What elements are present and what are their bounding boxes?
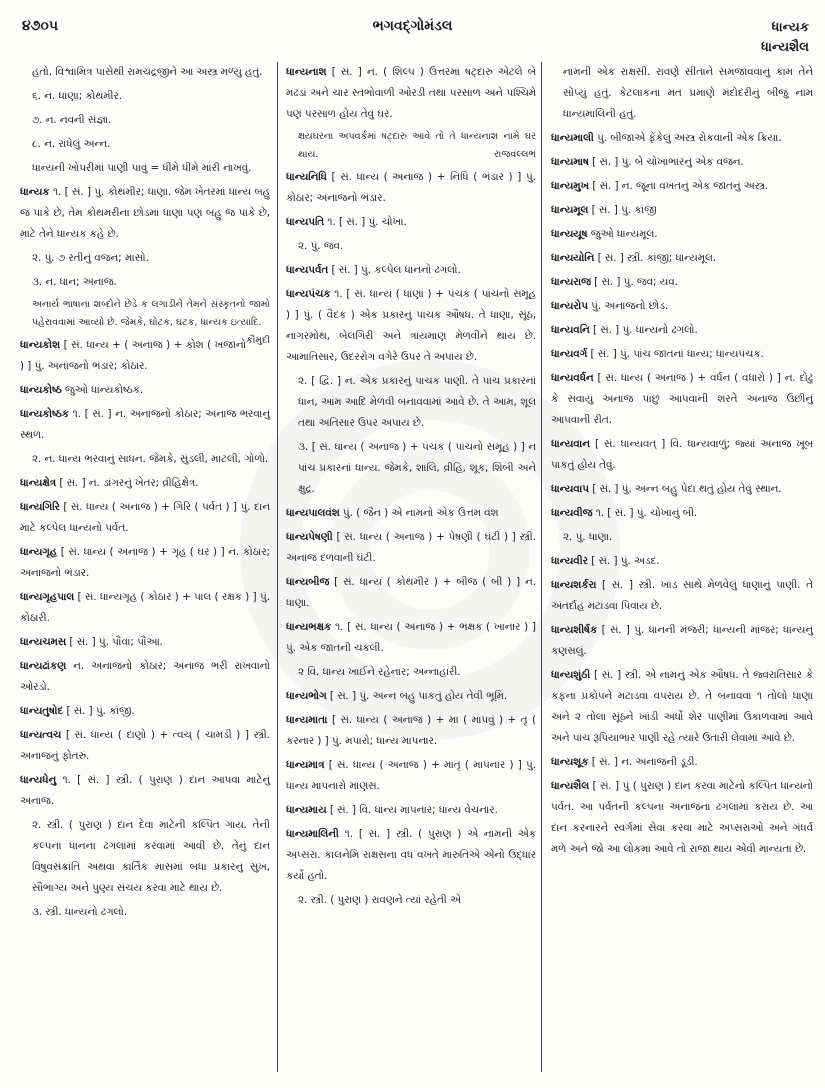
dictionary-entry	[551, 224, 813, 245]
entry-definition: ૧. [ સં. ] પું. કોથમીર; ધાણા. જેમ ખેતરમાં ધાન્ય બહુ જ પાકે છે, તેમ કોથમરીના છોડમાં ધાણા પણ બહુ જ પાકે છે, માટે તેને ધાન્યક કહે છે.	[20, 186, 270, 240]
entry-headword: ધાન્યકોષ્ઠક	[20, 408, 69, 420]
entry-headword: ધાન્યઢાંકણ	[20, 660, 67, 672]
entry-headword: ધાન્યભક્ષક	[286, 621, 332, 633]
entry-headword: ધાન્યરોપ	[551, 300, 588, 312]
dictionary-entry	[286, 62, 536, 125]
guide-word-first: ધાન્યક	[771, 20, 809, 35]
entry-definition: ૨. પું. ધાણા.	[563, 531, 613, 543]
entry-headword: ધાન્યવર્ગ	[551, 348, 588, 360]
dictionary-entry	[551, 368, 813, 431]
entry-headword: ધાન્યમાતા	[286, 714, 328, 726]
entry-headword: ધાન્યક	[20, 186, 50, 198]
entry-definition: ૬. ન. ધાણા; કોથમીર.	[32, 90, 123, 102]
entry-definition: [ સં. ] પું. ધાનની મંજરી; ધાન્યની માંજર; ધાન્યનું કણસલું.	[551, 624, 813, 657]
entry-headword: ધાન્યમાષ	[551, 156, 589, 168]
entry-headword: ધાન્યકોશ	[20, 339, 61, 351]
entry-headword: ધાન્યશૈલ	[551, 780, 590, 792]
entry-definition: [ સં. ] સ્ત્રી. કાંજી; ધાન્યમૂલ.	[597, 252, 717, 264]
entry-definition: [ સં. ] પું. ધાન્યનો ઢગલો.	[593, 324, 698, 336]
entry-continuation	[20, 134, 270, 155]
entry-definition: [ સં. ] પું. પાંચ જાતનાં ધાન્ય; ધાન્યપંચક.	[590, 348, 764, 360]
entry-definition: ૩. [ સં. ધાન્ય ( અનાજ ) + પંચક ( પાંચનો સમૂહ ) ] ન પાંચ પ્રકારનાં ધાન્ય. જેમકે, શાલિ, વ્રીહિ, શૂક, શિંબી અને ક્ષુદ્ર.	[298, 441, 536, 495]
entry-definition: [ સં. ધાન્ય ( અનાજ ) + માતૃ ( માપનાર ) ] પું. ધાન્ય માપનારો માણસ.	[286, 759, 536, 792]
entry-definition: ૧. [ સં. ] ન. અનાજનો કોઠાર; અનાજ ભરવાનું સ્થળ.	[20, 408, 270, 441]
entry-headword: ધાન્યપંચક	[286, 288, 331, 300]
entry-continuation	[20, 110, 270, 131]
entry-headword: ધાન્યશુંઠી	[551, 669, 591, 681]
entry-definition: [ સં. ધાન્ય ( અનાજ ) + પેષણી ( ઘંટી ) ] સ્ત્રી. અનાજ દળવાની ઘંટી.	[286, 531, 536, 564]
entry-definition: [ સં. ધાન્યવત્ ] વિ. ધાન્યવાળું; જ્યાં અનાજ ખૂબ પાકતું હોય તેવું.	[551, 438, 813, 471]
entry-continuation	[20, 272, 270, 293]
dictionary-entry	[20, 497, 270, 539]
entry-headword: ધાન્યપેષણી	[286, 531, 333, 543]
dictionary-entry	[286, 710, 536, 752]
entry-definition: ૨ વિ. ધાન્ય ખાઈને રહેનાર; અન્નાહારી.	[298, 666, 461, 678]
entry-definition: [ સં. ] ન. જૂના વખતનું એક જાતનું અસ્ત્ર.	[592, 180, 769, 192]
entry-definition: ૨. પું. જવ.	[298, 240, 344, 252]
entry-headword: ધાન્યતુષોદ	[20, 705, 64, 717]
entry-definition: [ સં. ] પું. કાંજી.	[66, 705, 135, 717]
entry-definition: ૮. ન. રાંધેલું અન્ન.	[32, 138, 111, 150]
entry-definition: ૭. ન. નવની સંજ્ઞા.	[32, 114, 112, 126]
dictionary-entry	[551, 575, 813, 617]
dictionary-entry	[551, 320, 813, 341]
entry-headword: ધાન્યધેનુ	[20, 774, 57, 786]
dictionary-entry	[551, 503, 813, 524]
entry-headword: ધાન્યનાશ	[286, 66, 327, 78]
entry-definition: અનાર્ય ભાષાના શબ્દોને છેડે ક લગાડીને તેમને સંસ્કૃતનો જામો પહેરાવવામાં આવ્યો છે. જેમકે, ઘોટક, ઘટક, ધાન્યક ઇત્યાદિ.	[32, 299, 270, 328]
dictionary-entry	[286, 527, 536, 569]
entry-continuation	[286, 128, 536, 164]
dictionary-entry	[551, 248, 813, 269]
page-header	[0, 14, 825, 56]
entry-headword: ધાન્યરાજ	[551, 276, 591, 288]
entry-definition: [ સં. ધાન્ય ( અનાજ ) + ગૃહ ( ઘર ) ] ન. કોઠાર; અનાજનો ભંડાર.	[20, 546, 270, 579]
entry-definition: [ સં. ] ન. ડાંગરનું ખેતર; વ્રીહિક્ષેત્ર.	[59, 477, 199, 489]
entry-definition: [ સં. ધાન્ય ( અનાજ ) + મા ( માપવું ) + તૃ ( કરનાર ) ] પું. મપારો; ધાન્ય માપનાર.	[286, 714, 536, 747]
entry-headword: ધાન્યવાન	[551, 438, 590, 450]
entry-definition: ૨. સ્ત્રી. ( પુરાણ ) દાન દેવા માટેની કલ્પિત ગાય. તેની કલ્પના ધાનના ઢગલામાં કરવામાં આવી છે. તેનું દાન વિષુવસંક્રાંતિ અથવા કાર્તિક માસમાં બધા પ્રકારનું સુખ, સૌભાગ્ય અને પુણ્ય સંચય કરવા માટે થાય છે.	[32, 819, 270, 894]
entry-definition: ૧. [ સં. ] પું. ચોખાનું બી.	[595, 507, 698, 519]
entry-source: કૌમુદી	[246, 335, 270, 346]
entry-headword: ધાન્યગિરિ	[20, 501, 60, 513]
dictionary-entry	[286, 503, 536, 524]
entry-definition: ક્ષયઘરના અપવર્કમાં ષટ્દારુ આવે તો તે ધાન્યનાશ નામે ઘર થાય.	[298, 131, 536, 160]
dictionary-entry	[551, 152, 813, 173]
dictionary-entry	[20, 335, 270, 377]
entry-definition: ૩. સ્ત્રી. ધાન્યનો ઢગલો.	[32, 906, 128, 918]
entry-headword: ધાન્યપાલવંશ	[286, 507, 340, 519]
dictionary-entry	[551, 344, 813, 365]
column-3	[551, 62, 813, 863]
dictionary-entry	[20, 473, 270, 494]
dictionary-entry	[286, 755, 536, 797]
entry-headword: ધાન્યવીજ	[551, 507, 593, 519]
entry-definition: ૨. પું. ૭ રતીનું વજન; માસો.	[32, 252, 149, 264]
entry-definition: [ સં. ધાન્યગૃહ ( કોઠાર ) + પાલ ( રક્ષક ) ] પું. કોઠારી.	[20, 591, 271, 624]
column-1	[20, 62, 270, 926]
dictionary-entry	[20, 701, 270, 722]
entry-definition: નામની એક રાક્ષસી. રાવણે સીતાને સમજાવવાનું કામ તેને સોંપ્યું હતું. કેટલાકના મત પ્રમાણે મંદોદરીનું બીજું નામ ધાન્યમાલિની હતું.	[563, 66, 813, 120]
entry-definition: પું. બીજાએ ફેંકેલું અસ્ત્ર રોકવાની એક ક્રિયા.	[597, 132, 782, 144]
dictionary-entry	[551, 176, 813, 197]
entry-headword: ધાન્યપર્વત	[286, 264, 329, 276]
entry-definition: [ સં. ] પું. કલ્પેલ ધાનનો ઢગલો.	[331, 264, 461, 276]
column-2	[286, 62, 536, 914]
entry-definition: હતો. વિશ્વામિત્ર પાસેથી રામચંદ્રજીને આ અસ્ત્ર મળ્યું હતું.	[32, 66, 263, 78]
guide-word-last: ધાન્યશૈલ	[761, 40, 809, 55]
entry-headword: ધાન્યમાલિની	[286, 828, 339, 840]
entry-definition: ૧. [ સં. ] સ્ત્રી. ( પુરાણ ) દાન આપવા માટેનું અનાજ.	[20, 774, 270, 807]
entry-headword: ધાન્યયોનિ	[551, 252, 595, 264]
entry-definition: ૧. [ સં. ] પું. ચોખા.	[327, 216, 407, 228]
entry-headword: ધાન્યશર્કરા	[551, 579, 597, 591]
dictionary-entry	[286, 572, 536, 614]
entry-definition: પું. અનાજનો છોડ.	[591, 300, 669, 312]
page-number: ૪૭૦૫	[22, 18, 59, 34]
dictionary-entry	[20, 542, 270, 584]
entry-definition: [ સં. ] વિ. ધાન્ય માપનાર; ધાન્ય વેચનાર.	[329, 804, 498, 816]
entry-definition: [ સં. ] પું. પૌંવા; પૌંઆ.	[69, 636, 163, 648]
entry-definition: [ સં. ધાન્ય ( કોથમીર ) + બીજ ( બી ) ] ન. ધાણા.	[286, 576, 536, 609]
entry-definition: [ સં. ધાન્ય ( દાણો ) + ત્વચ્ ( ચામડી ) ] સ્ત્રી. અનાજનું ફોતરું.	[20, 729, 270, 762]
entry-headword: ધાન્યનિધિ	[286, 171, 327, 183]
entry-headword: ધાન્યમાય	[286, 804, 327, 816]
dictionary-entry	[286, 800, 536, 821]
entry-headword: ધાન્યમુખ	[551, 180, 590, 192]
dictionary-entry	[551, 296, 813, 317]
entry-definition: [ સં. ] પું. કાંજી	[591, 204, 657, 216]
entry-continuation	[20, 902, 270, 923]
entry-definition: જુઓ ધાન્યકોષ્ઠક.	[64, 384, 144, 396]
dictionary-entry	[551, 200, 813, 221]
entry-headword: ધાન્યશૂક	[551, 756, 589, 768]
entry-headword: ધાન્યબીજ	[286, 576, 330, 588]
entry-continuation	[551, 62, 813, 125]
entry-headword: ધાન્યવર્ધન	[551, 372, 594, 384]
entry-definition: [ સં. ] ન. અનાજની ડૂંડી.	[591, 756, 698, 768]
entry-definition: ૨. ન. ધાન્ય ભરવાનું સાધન. જેમકે, સુંડલી, માટલી, ગોળો.	[32, 453, 269, 465]
dictionary-entry	[551, 551, 813, 572]
entry-headword: ધાન્યભોગ	[286, 690, 327, 702]
dictionary-entry	[20, 404, 270, 446]
dictionary-entry	[551, 479, 813, 500]
entry-headword: ધાન્યવીર	[551, 555, 588, 567]
entry-headword: ધાન્યપતિ	[286, 216, 325, 228]
entry-definition: [ સં. ] પું. અડદ.	[591, 555, 660, 567]
entry-continuation	[20, 449, 270, 470]
dictionary-entry	[286, 686, 536, 707]
entry-headword: ધાન્યત્વચ	[20, 729, 62, 741]
entry-definition: [ સં. ધાન્ય + ( અનાજ ) + કોશ ( ખજાનો ) ] પું. અનાજનો ભંડાર; કોઠાર.	[20, 339, 247, 372]
dictionary-entry	[20, 632, 270, 653]
entry-continuation	[286, 437, 536, 500]
entry-continuation	[20, 158, 270, 179]
entry-continuation	[286, 371, 536, 434]
dictionary-entry	[20, 725, 270, 767]
dictionary-entry	[20, 587, 270, 629]
entry-headword: ધાન્યગૃહ	[20, 546, 58, 558]
dictionary-entry	[551, 272, 813, 293]
dictionary-entry	[551, 128, 813, 149]
entry-headword: ધાન્યકોષ્ઠ	[20, 384, 62, 396]
entry-definition: [ સં. ] પું. અન્ન બહુ પાકતું હોય તેવી ભૂમિ.	[329, 690, 508, 702]
dictionary-entry	[286, 167, 536, 209]
entry-definition: [ સં. ] પું. બે ચોખાભારનું એક વજન.	[592, 156, 744, 168]
entry-definition: પું. ( જૈન ) એ નામનો એક ઉત્તમ વંશ	[342, 507, 499, 519]
entry-definition: ૧. [ સં. ] સ્ત્રી. ( પુરાણ ) એ નામની એક અપ્સરા. કાલનેમિ રાક્ષસના વધ વખતે મારુતિએ એનો ઉદ્ધાર કર્યો હતો.	[286, 828, 536, 882]
entry-continuation	[20, 62, 270, 83]
dictionary-entry	[20, 380, 270, 401]
dictionary-entry	[20, 182, 270, 245]
dictionary-entry	[551, 620, 813, 662]
entry-source: રાજવલ્લભ	[494, 149, 536, 160]
dictionary-entry	[286, 824, 536, 887]
entry-headword: ધાન્યમૂલ	[551, 204, 589, 216]
entry-headword: ધાન્યવનિ	[551, 324, 590, 336]
dictionary-entry	[551, 776, 813, 860]
dictionary-columns	[0, 62, 825, 1082]
dictionary-entry	[286, 617, 536, 659]
entry-continuation	[286, 890, 536, 911]
entry-headword: ધાન્યમાલી	[551, 132, 594, 144]
entry-continuation	[20, 86, 270, 107]
entry-definition: [ સં. ] પું. જવ; યવ.	[594, 276, 678, 288]
dictionary-entry	[20, 656, 270, 698]
entry-definition: [ સં. ] પું ( પુરાણ ) દાન કરવા માટેનો કલ્પિત ધાન્યનો પર્વત. આ પર્વતની કલ્પના અનાજના ઢગલામાં કરાય છે. આ દાન કરનારને સ્વર્ગમાં સેવા કરવા માટે અપ્સરાઓ અને ગંધર્વ મળે અને જો આ લોકમાં આવે તો રાજા થાય એવી માન્યતા છે.	[551, 780, 813, 855]
entry-headword: ધાન્યમાત્ર	[286, 759, 325, 771]
dictionary-entry	[286, 212, 536, 233]
dictionary-entry	[551, 752, 813, 773]
entry-headword: ધાન્યવાપ	[551, 483, 589, 495]
entry-definition: [ સં. ] ન. ( શિલ્પ ) ઉત્તરમાં ષટ્દારુ એટલે બે મઢડાં અને ચાર સ્તંભોવાળી ઓરડી તથા પરસાળ અને પશ્ચિમે પણ પરસાળ હોય તેવું ઘર.	[286, 66, 536, 120]
entry-definition: ધાન્યની ખોપરીમાં પાણી પાવું = ધીમે ધીમે મારી નાખવું.	[32, 162, 252, 174]
entry-definition: [ સં. ] પું. અન્ન બહુ પેદા થતું હોય તેવું સ્થાન.	[592, 483, 782, 495]
entry-headword: ધાન્યચમસ	[20, 636, 67, 648]
dictionary-entry	[551, 665, 813, 749]
entry-continuation	[20, 815, 270, 899]
dictionary-entry	[20, 770, 270, 812]
column-divider	[277, 62, 278, 1072]
entry-continuation	[286, 662, 536, 683]
entry-headword: ધાન્યયૂષ	[551, 228, 588, 240]
guide-words	[761, 18, 809, 58]
entry-definition: [ સં. ધાન્ય ( અનાજ ) + ગિરિ ( પર્વત ) ] પું. દાન માટે કલ્પેલ ધાન્યનો પર્વત.	[20, 501, 270, 534]
entry-definition: ૨. [ દ્વિ. ] ન. એક પ્રકારનું પાચક પાણી. તે પાંચ પ્રકારનાં ધાન, આમ આદિ મેળવી બનાવવામાં આવે છે. તે આમ, શૂલ તથા અતિસાર ઉપર અપાય છે.	[298, 375, 536, 429]
entry-headword: ધાન્યશીર્ષક	[551, 624, 598, 636]
entry-definition: [ સં. ધાન્ય ( અનાજ ) + વર્ધન ( વધારો ) ] ન. દોઢું કે સવાયું અનાજ પાછું આપવાની શરતે અનાજ ઉછીનું આપવાની રીત.	[551, 372, 814, 426]
entry-continuation	[286, 236, 536, 257]
entry-definition: જુઓ ધાન્યમૂલ.	[590, 228, 658, 240]
dictionary-entry	[551, 434, 813, 476]
entry-definition: ૧. [ સં. ધાન્ય ( ધાણા ) + પંચક ( પાંચનો સમૂહ ) ] પું. ( વૈદક ) એક પ્રકારનું પાચક ઔષધ. તે ધાણા, સૂંઠ, નાગરમોથ, બેલગિરી અને ત્રાયમાણ મેળવીને થાય છે. આમાતિસાર, ઉદરરોગ વગેરે ઉપર તે અપાય છે.	[286, 288, 537, 363]
entry-definition: ન. અનાજનો કોઠાર; અનાજ ભરી રાખવાનો ઓરડો.	[20, 660, 270, 693]
entry-definition: [ સં. ] સ્ત્રી. ખાંડ સાથે મેળવેલું ધાણાનું પાણી. તે અંતર્દાહ મટાડવા પિવાય છે.	[551, 579, 813, 612]
dictionary-entry	[286, 260, 536, 281]
entry-headword: ધાન્યક્ષેત્ર	[20, 477, 57, 489]
entry-headword: ધાન્યગૃહપાલ	[20, 591, 75, 603]
entry-definition: [ સં. ધાન્ય ( અનાજ ) + નિધિ ( ભંડાર ) ] પું. કોઠાર; અનાજનો ભંડાર.	[286, 171, 536, 204]
entry-continuation	[20, 248, 270, 269]
entry-definition: [ સં. ] સ્ત્રી. એ નામનું એક ઔષધ. તે જ્વરાતિસાર કે કફના પ્રકોપને મટાડવા વપરાય છે. તે બનાવવા ૧ તોલો ધાણા અને ૨ તોલા સૂંઠને ખાંડી અર્ધો શેર પાણીમાં ઉકાળવામાં આવે અને પાંચ રૂપિયાભાર પાણી રહે ત્યારે ઉતારી લેવામાં આવે છે.	[551, 669, 813, 744]
running-title: ભગવદ્ગોમંડલ	[372, 18, 453, 34]
entry-definition: ૩. ન. ધાન; અનાજ.	[32, 276, 117, 288]
column-divider	[541, 62, 542, 1072]
dictionary-entry	[286, 284, 536, 368]
entry-continuation	[551, 527, 813, 548]
entry-definition: ૨. સ્ત્રી. ( પુરાણ ) રાવણને ત્યાં રહેતી એ	[298, 894, 461, 906]
entry-definition: ૧. [ સં. ધાન્ય ( અનાજ ) + ભક્ષક ( ખાનાર ) ] પું. એક જાતની ચકલી.	[286, 621, 536, 654]
